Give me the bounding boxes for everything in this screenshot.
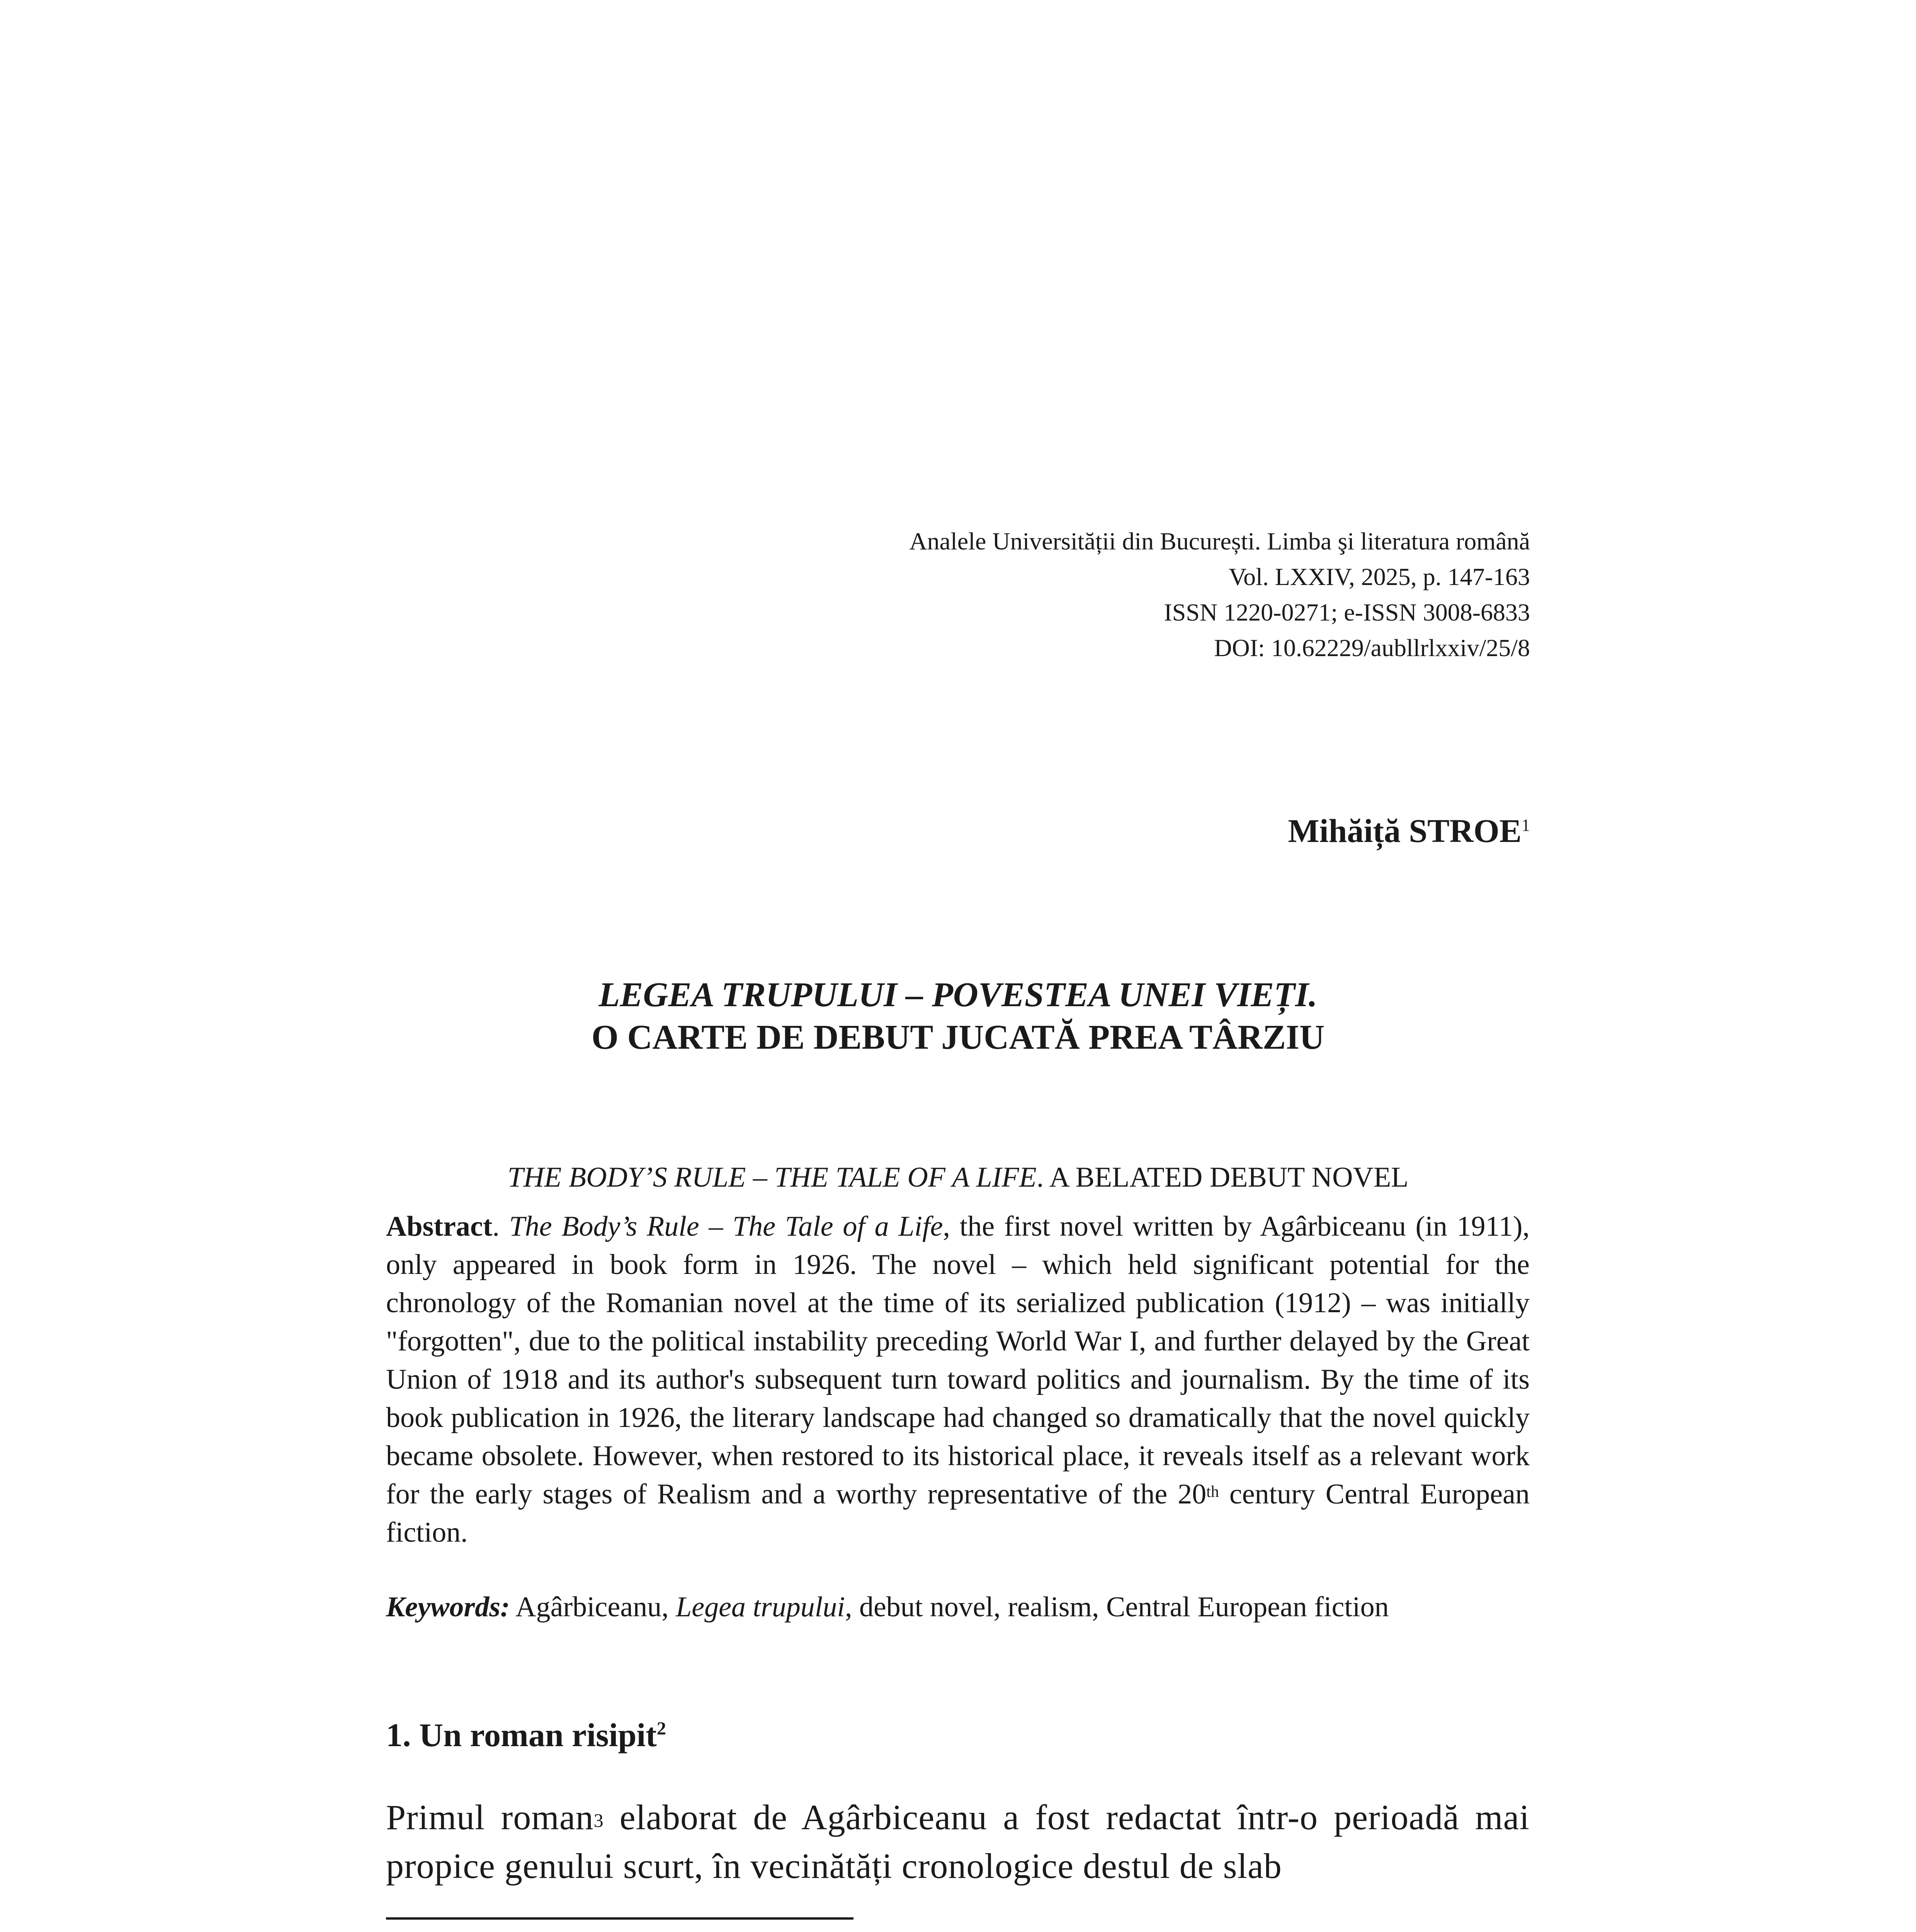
abstract-label: Abstract [386,1211,493,1242]
keywords-italic: Legea trupului [676,1591,845,1623]
english-title-rest: . A BELATED DEBUT NOVEL [1036,1162,1409,1193]
keywords-label: Keywords: [386,1591,510,1623]
author-name: Mihăiță STROE [1288,812,1522,849]
abstract-text-end: century Central European fiction. [386,1478,1530,1548]
author-footnote-ref[interactable]: 1 [1522,816,1530,835]
section-heading [386,1716,666,1754]
keywords-part-1: Agârbiceanu, [510,1591,676,1623]
title-line-1: LEGEA TRUPULUI – POVESTEA UNEI VIEȚI. [598,976,1318,1014]
journal-doi: DOI: 10.62229/aubllrlxxiv/25/8 [1214,634,1530,662]
english-title [0,1161,1916,1194]
section-footnote-ref[interactable]: 2 [656,1718,666,1739]
abstract [386,1208,1530,1552]
english-title-italic: THE BODY’S RULE – THE TALE OF A LIFE [507,1162,1037,1193]
abstract-superscript: th [1206,1483,1219,1501]
abstract-label-punct: . [492,1211,509,1242]
abstract-book-title: The Body’s Rule – The Tale of a Life [509,1211,943,1242]
article-title [0,974,1916,1059]
footnote-separator [386,1917,853,1920]
keywords [386,1588,1530,1626]
journal-issn: ISSN 1220-0271; e-ISSN 3008-6833 [1164,599,1530,626]
journal-header [909,524,1530,666]
abstract-text: , the first novel written by Agârbiceanu (in 1911), only appeared in book form in 1926. The novel – which held significant potential for the chronology of the Romanian novel at the time of its serialized publication (1912) – was initially "forgotten", due to the political instability preceding World War I, and further delayed by the Great Union of 1918 and its author's subsequent turn toward politics and journalism. By the time of its book publication in 1926, the literary landscape had changed so dramatically that the novel quickly became obsolete. However, when restored to its historical place, it reveals itself as a relevant work for the early stages of Realism and a worthy representative of the 20 [386,1211,1530,1510]
body-paragraph [386,1793,1530,1890]
section-title: 1. Un roman risipit [386,1716,657,1753]
journal-name: Analele Universității din București. Limba şi literatura română [909,527,1530,555]
body-text-1: Primul roman [386,1798,594,1837]
title-line-2: O CARTE DE DEBUT JUCATĂ PREA TÂRZIU [591,1018,1325,1056]
journal-volume: Vol. LXXIV, 2025, p. 147-163 [1229,563,1530,590]
body-text-2: elaborat de Agârbiceanu a fost redactat într-o perioadă mai propice genului scurt, în vecinătăți cronologice destul de slab [386,1798,1530,1886]
keywords-part-2: , debut novel, realism, Central European fiction [845,1591,1389,1623]
author [1288,811,1530,850]
body-footnote-ref[interactable]: 3 [593,1810,604,1831]
